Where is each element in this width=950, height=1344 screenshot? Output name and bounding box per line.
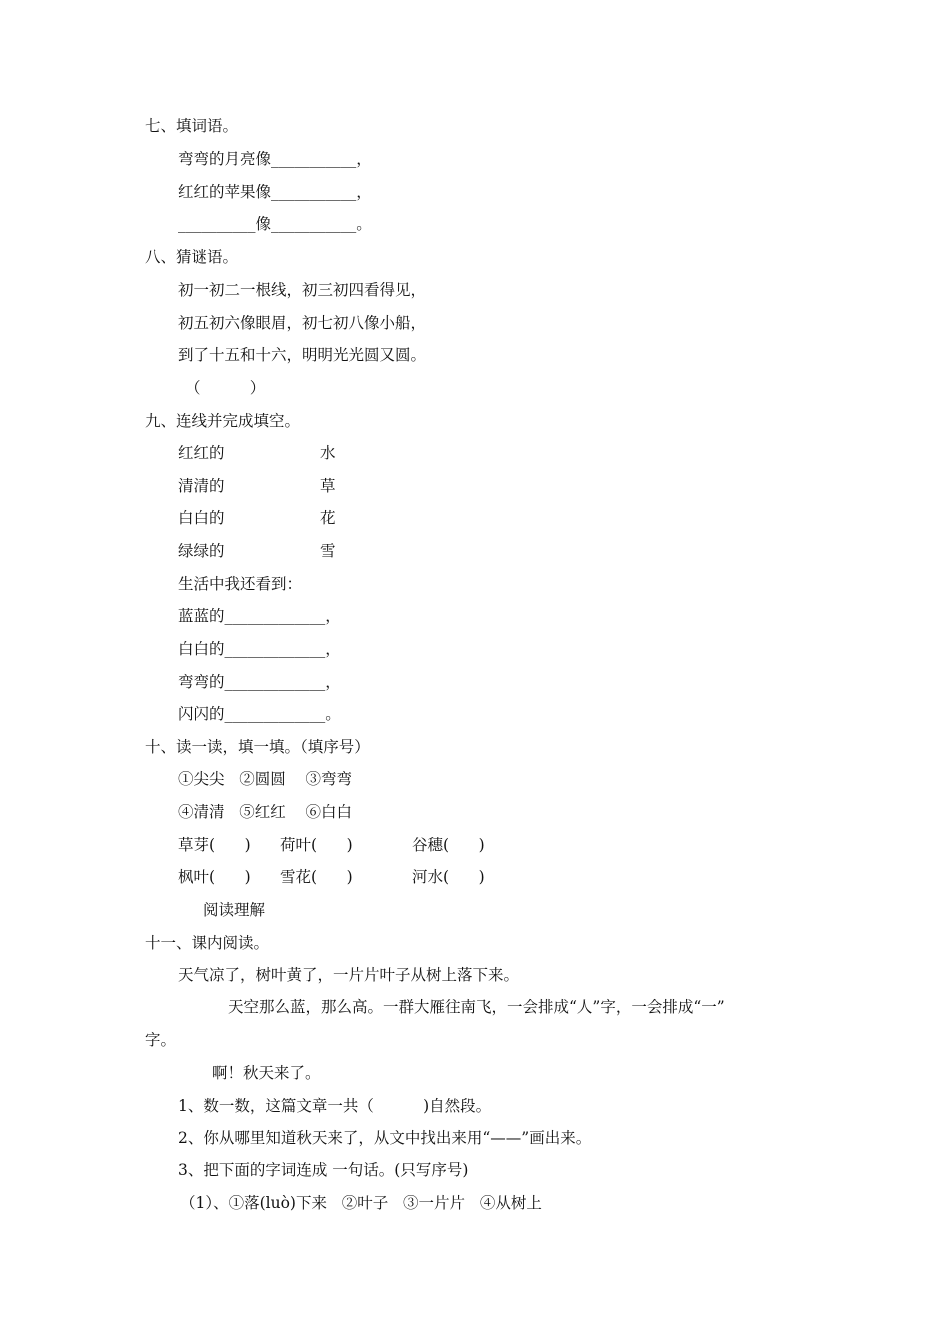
blank-item: 谷穗( ) [412,836,485,854]
fill-line-1: 弯弯的月亮像___________， [178,150,372,168]
riddle-line-3: 到了十五和十六，明明光光圆又圆。 [178,346,427,364]
match-left-4: 绿绿的 [178,542,225,560]
riddle-line-2: 初五初六像眼眉，初七初八像小船， [178,314,427,332]
blank-item: 荷叶( ) [280,836,353,854]
options-line-1: ①尖尖 ②圆圆 ③弯弯 [178,770,352,788]
blank-item: 雪花( ) [280,868,353,886]
reading-title: 阅读理解 [203,901,266,919]
match-right-3: 花 [320,509,336,527]
blank-item: 枫叶( ) [178,868,251,886]
section-8-heading: 八、猜谜语。 [145,248,239,266]
passage-paragraph-2: 天空那么蓝，那么高。一群大雁往南飞，一会排成“人”字，一会排成“一” [228,998,725,1016]
question-2: 2、你从哪里知道秋天来了，从文中找出来用“——”画出来。 [178,1129,592,1147]
match-left-1: 红红的 [178,444,225,462]
fill-blank-4: 闪闪的_____________。 [178,705,341,723]
section-11-heading: 十一、课内阅读。 [145,934,270,952]
riddle-line-1: 初一初二一根线，初三初四看得见， [178,281,427,299]
match-right-2: 草 [320,477,336,495]
question-1: 1、数一数，这篇文章一共（ )自然段。 [178,1097,492,1115]
fill-line-2: 红红的苹果像___________， [178,183,372,201]
section-7-heading: 七、填词语。 [145,117,239,135]
match-right-4: 雪 [320,542,336,560]
blank-item: 草芽( ) [178,836,251,854]
question-3: 3、把下面的字词连成 一句话。(只写序号) [178,1161,469,1179]
question-3-part-1: （1）、①落(luò)下来 ②叶子 ③一片片 ④从树上 [180,1194,542,1212]
passage-paragraph-1: 天气凉了，树叶黄了，一片片叶子从树上落下来。 [178,966,520,984]
fill-blank-1: 蓝蓝的_____________， [178,607,341,625]
fill-blank-3: 弯弯的_____________， [178,673,341,691]
section-10-heading: 十、读一读，填一填。（填序号） [145,738,370,756]
passage-paragraph-3: 啊！秋天来了。 [212,1064,321,1082]
match-left-2: 清清的 [178,477,225,495]
match-left-3: 白白的 [178,509,225,527]
fill-line-3: __________像___________。 [178,215,372,233]
passage-paragraph-2-cont: 字。 [145,1031,177,1049]
riddle-answer-blank: （ ） [185,379,266,397]
section-9-prompt: 生活中我还看到： [178,575,303,593]
fill-blank-2: 白白的_____________， [178,640,341,658]
blank-item: 河水( ) [412,868,485,886]
options-line-2: ④清清 ⑤红红 ⑥白白 [178,803,352,821]
section-9-heading: 九、连线并完成填空。 [145,412,301,430]
match-right-1: 水 [320,444,336,462]
